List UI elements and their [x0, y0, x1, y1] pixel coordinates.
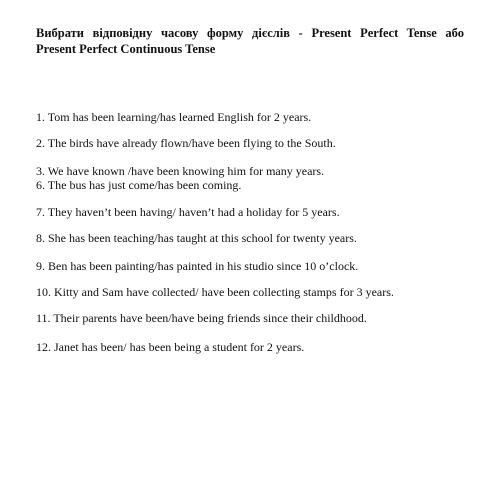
exercise-item-6: 6. The bus has just come/has been coming.	[36, 178, 242, 192]
exercise-item-1: 1. Tom has been learning/has learned English for 2 years.	[36, 110, 312, 124]
exercise-item-10: 10. Kitty and Sam have collected/ have been collecting stamps for 3 years.	[36, 285, 394, 299]
exercise-item-12: 12. Janet has been/ has been being a student for 2 years.	[36, 340, 305, 354]
exercise-item-8: 8. She has been teaching/has taught at this school for twenty years.	[36, 231, 357, 245]
task-heading	[36, 25, 464, 57]
exercise-item-9: 9. Ben has been painting/has painted in his studio since 10 o’clock.	[36, 259, 359, 273]
exercise-item-3: 3. We have known /have been knowing him for many years.	[36, 164, 325, 178]
exercise-item-7: 7. They haven’t been having/ haven’t had a holiday for 5 years.	[36, 205, 340, 219]
exercise-item-11: 11. Their parents have been/have being friends since their childhood.	[36, 311, 367, 325]
task-heading-line-1: Вибрати відповідну часову форму дієслів - Present Perfect Tense або	[36, 26, 464, 40]
exercise-item-2: 2. The birds have already flown/have been flying to the South.	[36, 136, 336, 150]
task-heading-line-2: Present Perfect Continuous Tense	[36, 42, 216, 56]
